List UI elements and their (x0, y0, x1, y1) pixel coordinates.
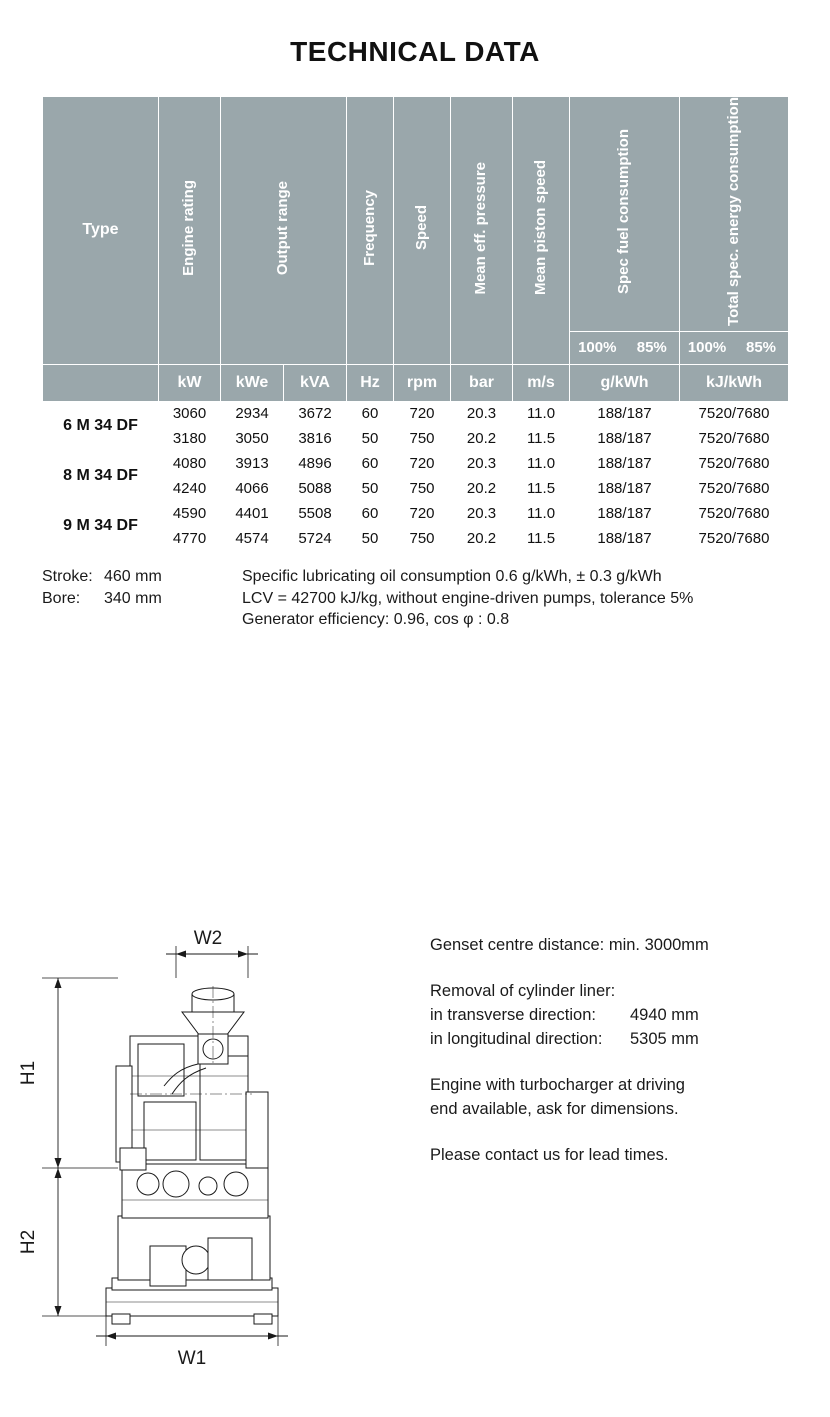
removal-transverse-label: in transverse direction: (430, 1005, 596, 1024)
header-sfc-85: 85% (636, 338, 667, 356)
cell-kva: 3816 (284, 426, 347, 451)
page-title: TECHNICAL DATA (290, 36, 540, 67)
unit-kw: kW (159, 364, 221, 401)
cell-kva: 5508 (284, 501, 347, 526)
row-type-8m34df: 8 M 34 DF (43, 451, 159, 501)
cell-hz: 60 (347, 501, 394, 526)
cell-bar: 20.3 (451, 451, 513, 476)
cell-ms: 11.5 (513, 476, 570, 501)
label-w2: W2 (193, 928, 223, 949)
unit-hz: Hz (347, 364, 394, 401)
header-spec-fuel-consumption-label: Spec fuel consumption (615, 128, 633, 294)
cell-rpm: 750 (394, 526, 451, 551)
header-tsec-100: 100% (687, 338, 727, 356)
cell-ms: 11.5 (513, 426, 570, 451)
header-engine-rating (159, 97, 221, 365)
table-row (43, 451, 789, 476)
cell-ms: 11.0 (513, 501, 570, 526)
turbocharger-note-line2: end available, ask for dimensions. (430, 1099, 679, 1118)
stroke-label: Stroke: (42, 567, 93, 585)
notes-dimensions (42, 566, 242, 631)
cell-bar: 20.3 (451, 401, 513, 426)
cell-sfc: 188/187 (570, 526, 680, 551)
cell-kva: 5088 (284, 476, 347, 501)
cell-kva: 3672 (284, 401, 347, 426)
cell-hz: 50 (347, 476, 394, 501)
header-mean-piston-speed (513, 97, 570, 365)
cell-rpm: 720 (394, 401, 451, 426)
cell-tsec: 7520/7680 (680, 426, 789, 451)
unit-sfc: g/kWh (570, 364, 680, 401)
header-type: Type (43, 97, 159, 365)
cell-rpm: 720 (394, 451, 451, 476)
cell-bar: 20.2 (451, 526, 513, 551)
cell-rpm: 750 (394, 426, 451, 451)
cell-sfc: 188/187 (570, 451, 680, 476)
unit-type (43, 364, 159, 401)
cell-bar: 20.2 (451, 476, 513, 501)
bore-value: 340 mm (104, 589, 162, 607)
cell-tsec: 7520/7680 (680, 451, 789, 476)
cell-kva: 4896 (284, 451, 347, 476)
cell-sfc: 188/187 (570, 501, 680, 526)
header-sfc-100: 100% (578, 338, 617, 356)
cell-kw: 4080 (159, 451, 221, 476)
cell-kwe: 3913 (221, 451, 284, 476)
removal-transverse-value: 4940 mm (630, 1005, 699, 1024)
label-h1: H1 (18, 1060, 39, 1086)
technical-data-table (42, 96, 789, 552)
cell-kva: 5724 (284, 526, 347, 551)
cell-kw: 3060 (159, 401, 221, 426)
cell-sfc: 188/187 (570, 401, 680, 426)
note-line-2: LCV = 42700 kJ/kg, without engine-driven pumps, tolerance 5% (242, 589, 694, 607)
bore-row (42, 588, 242, 610)
header-engine-rating-label: Engine rating (180, 180, 198, 276)
info-text-column (430, 916, 830, 1376)
cell-ms: 11.5 (513, 526, 570, 551)
unit-kwe: kWe (221, 364, 284, 401)
table-header-row (43, 97, 789, 332)
cell-hz: 60 (347, 401, 394, 426)
header-mean-eff-pressure (451, 97, 513, 365)
bore-label: Bore: (42, 589, 81, 607)
engine-outline-drawing (0, 916, 430, 1376)
table-row (43, 501, 789, 526)
cell-rpm: 720 (394, 501, 451, 526)
table-unit-row (43, 364, 789, 401)
turbocharger-note (430, 1074, 830, 1122)
header-frequency-label: Frequency (360, 190, 378, 266)
header-speed (394, 97, 451, 365)
removal-of-cylinder-liner (430, 980, 830, 1052)
label-w1: W1 (177, 1348, 207, 1369)
row-type-9m34df: 9 M 34 DF (43, 501, 159, 551)
cell-kw: 3180 (159, 426, 221, 451)
cell-kw: 4590 (159, 501, 221, 526)
cell-kw: 4770 (159, 526, 221, 551)
turbocharger-note-line1: Engine with turbocharger at driving (430, 1075, 685, 1094)
genset-centre-distance: Genset centre distance: min. 3000mm (430, 936, 709, 954)
note-line-1: Specific lubricating oil consumption 0.6 g/kWh, ± 0.3 g/kWh (242, 567, 662, 585)
header-tsec-85: 85% (745, 338, 777, 356)
header-frequency (347, 97, 394, 365)
header-output-range (221, 97, 347, 365)
unit-kva: kVA (284, 364, 347, 401)
unit-rpm: rpm (394, 364, 451, 401)
cell-bar: 20.2 (451, 426, 513, 451)
cell-hz: 50 (347, 526, 394, 551)
cell-tsec: 7520/7680 (680, 401, 789, 426)
cell-kwe: 2934 (221, 401, 284, 426)
header-mean-piston-speed-label: Mean piston speed (531, 160, 549, 296)
removal-title: Removal of cylinder liner: (430, 981, 616, 1000)
header-spec-fuel-consumption (570, 97, 680, 332)
cell-tsec: 7520/7680 (680, 526, 789, 551)
cell-bar: 20.3 (451, 501, 513, 526)
notes-section (42, 566, 788, 631)
cell-sfc: 188/187 (570, 476, 680, 501)
cell-kwe: 4066 (221, 476, 284, 501)
header-mean-eff-pressure-label: Mean eff. pressure (472, 161, 490, 295)
cell-kwe: 4574 (221, 526, 284, 551)
notes-text (242, 566, 788, 631)
removal-longitudinal-value: 5305 mm (630, 1029, 699, 1048)
lead-times-note: Please contact us for lead times. (430, 1145, 669, 1164)
engine-drawing (0, 916, 430, 1376)
stroke-row (42, 566, 242, 588)
unit-tsec: kJ/kWh (680, 364, 789, 401)
cell-ms: 11.0 (513, 401, 570, 426)
cell-tsec: 7520/7680 (680, 476, 789, 501)
cell-kw: 4240 (159, 476, 221, 501)
lower-section (0, 916, 830, 1376)
header-output-range-label: Output range (274, 180, 292, 276)
header-sfc-loads (570, 331, 680, 364)
cell-kwe: 3050 (221, 426, 284, 451)
cell-hz: 60 (347, 451, 394, 476)
label-h2: H2 (18, 1229, 39, 1255)
cell-sfc: 188/187 (570, 426, 680, 451)
cell-ms: 11.0 (513, 451, 570, 476)
unit-bar: bar (451, 364, 513, 401)
table-row (43, 401, 789, 426)
header-speed-label: Speed (412, 205, 430, 251)
cell-hz: 50 (347, 426, 394, 451)
cell-tsec: 7520/7680 (680, 501, 789, 526)
cell-kwe: 4401 (221, 501, 284, 526)
unit-ms: m/s (513, 364, 570, 401)
header-total-spec-energy-consumption-label: Total spec. energy consumption (724, 97, 742, 326)
removal-longitudinal-label: in longitudinal direction: (430, 1029, 603, 1048)
header-tsec-loads (680, 331, 789, 364)
cell-rpm: 750 (394, 476, 451, 501)
stroke-value: 460 mm (104, 567, 162, 585)
note-line-3: Generator efficiency: 0.96, cos φ : 0.8 (242, 611, 510, 629)
technical-data-table-wrapper (42, 96, 788, 552)
header-total-spec-energy-consumption (680, 97, 789, 332)
row-type-6m34df: 6 M 34 DF (43, 401, 159, 451)
